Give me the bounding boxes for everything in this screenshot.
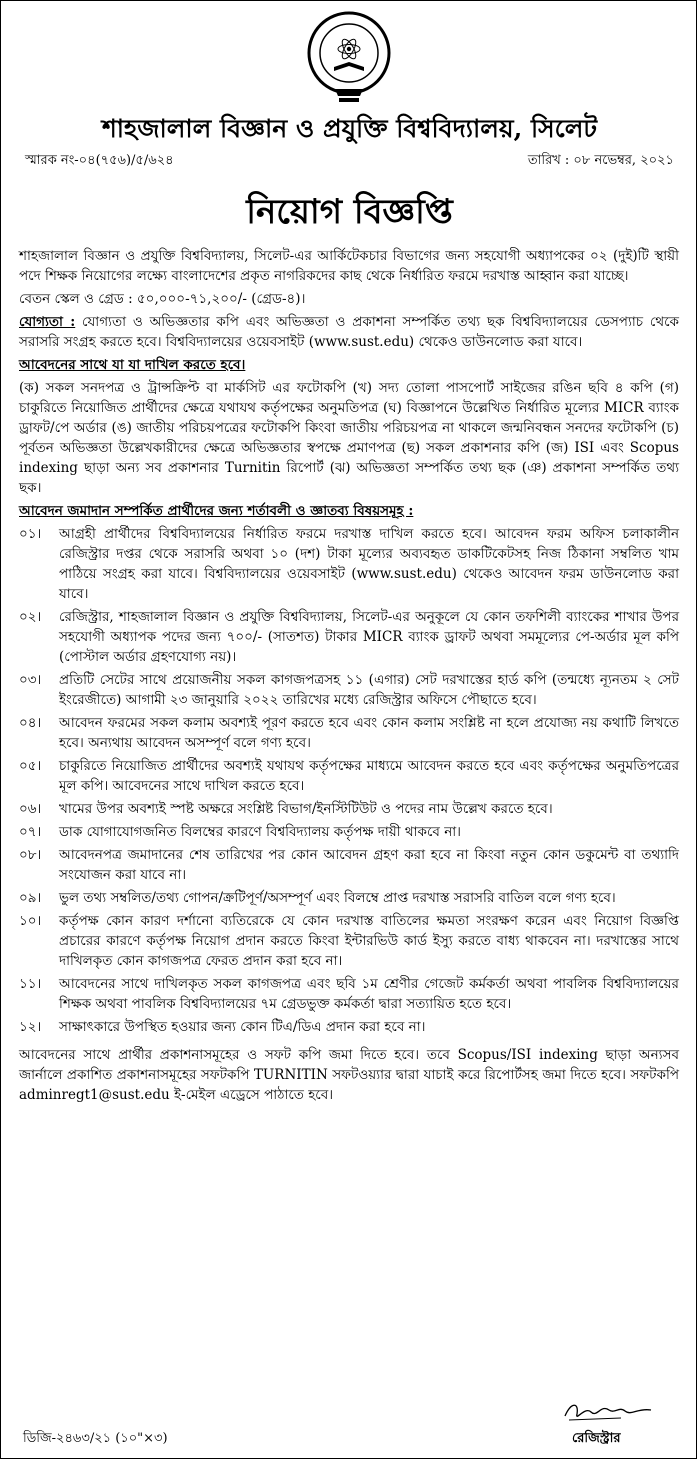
list-item: ০১। আগ্রহী প্রার্থীদের বিশ্ববিদ্যালয়ের নির্ধারিত ফরমে দরখাস্ত দাখিল করতে হবে। আবেদন ফরম অফিস চলাকালীন রেজিস্ট্রার দপ্তর থেকে সরাসরি অথবা ১০ (দশ) টাকা মূল্যের অব্যবহৃত ডাকটিকেটসহ নিজ ঠিকানা সম্বলিত খাম পাঠিয়ে সংগ্রহ করা যাবে। বিশ্ববিদ্যালয়ের ওয়েবসাইট (www.sust.edu) থেকেও আবেদন ফরম ডাউনলোড করা যাবে।	[19, 526, 679, 602]
list-item: ১১। আবেদনের সাথে দাখিলকৃত সকল কাগজপত্র এবং ছবি ১ম শ্রেণীর গেজেট কর্মকর্তা অথবা পাবলিক বিশ্ববিদ্যালয়ের শিক্ষক অথবা পাবলিক বিশ্ববিদ্যালয়ের ৭ম গ্রেডভুক্ত কর্মকর্তা দ্বারা সত্যায়িত হতে হবে।	[19, 976, 679, 1012]
university-logo-icon	[299, 9, 399, 105]
notice-title: নিয়োগ বিজ্ঞপ্তি	[246, 192, 453, 232]
university-name: শাহজালাল বিজ্ঞান ও প্রযুক্তি বিশ্ববিদ্যালয়, সিলেট	[102, 114, 597, 143]
list-item: ১০। কর্তৃপক্ষ কোন কারণ দর্শানো ব্যতিরেকে যে কোন দরখাস্ত বাতিলের ক্ষমতা সংরক্ষণ করেন এবং নিয়োগ বিজ্ঞপ্তি প্রচারের কারণে কর্তৃপক্ষ নিয়োগ প্রদান করতে কিংবা ইন্টারভিউ কার্ড ইস্যু করতে বাধ্য থাকবেন না। দরখাস্তের সাথে দাখিলকৃত কোন কাগজপত্র ফেরত প্রদান করা হবে না।	[19, 913, 679, 969]
rules-heading: আবেদন জমাদান সম্পর্কিত প্রার্থীদের জন্য শর্তাবলী ও জ্ঞাতব্য বিষয়সমূহ :	[19, 503, 414, 519]
memo-number: স্মারক নং-০৪(৭৫৬)/৫/৬২৪	[25, 153, 174, 168]
closing-paragraph: আবেদনের সাথে প্রার্থীর প্রকাশনাসমূহের ও সফট কপি জমা দিতে হবে। তবে Scopus/ISI indexing ছাড়া অন্যসব জার্নালে প্রকাশিত প্রকাশনাসমূহের সফটকপি TURNITIN সফটওয়্যার দ্বারা যাচাই করে রিপোর্টসহ জমা দিতে হবে। সফটকপি adminregt1@sust.edu ই-মেইল এড্রেসে পাঠাতে হবে।	[19, 1047, 679, 1103]
list-item: ০২। রেজিস্ট্রার, শাহজালাল বিজ্ঞান ও প্রযুক্তি বিশ্ববিদ্যালয়, সিলেট-এর অনুকূলে যে কোন তফশিলী ব্যাংকের শাখার উপর সহযোগী অধ্যাপক পদের জন্য ৭০০/- (সাতশত) টাকার MICR ব্যাংক ড্রাফট অথবা সমমূল্যের পে-অর্ডার মূল কপি (পোস্টাল অর্ডার গ্রহণযোগ্য নয়)।	[19, 609, 679, 665]
submit-heading: আবেদনের সাথে যা যা দাখিল করতে হবে।	[19, 357, 246, 373]
footer-code: ডিজি-২৪৬৩/২১ (১০"×৩)	[23, 1431, 168, 1446]
pay-scale: বেতন স্কেল ও গ্রেড : ৫০,০০০-৭১,২০০/- (গ্রেড-৪)।	[19, 291, 306, 307]
list-item: ০৪। আবেদন ফরমের সকল কলাম অবশ্যই পূরণ করতে হবে এবং কোন কলাম সংশ্লিষ্ট না হলে প্রযোজ্য নয় কথাটি লিখতে হবে। অন্যথায় আবেদন অসম্পূর্ণ বলে গণ্য হবে।	[19, 715, 679, 751]
list-item: ০৮। আবেদনপত্র জমাদানের শেষ তারিখের পর কোন আবেদন গ্রহণ করা হবে না কিংবা নতুন কোন ডকুমেন্ট বা তথ্যাদি সংযোজন করা যাবে না।	[19, 847, 679, 883]
signature-icon	[561, 1396, 656, 1426]
list-item: ০৩। প্রতিটি সেটের সাথে প্রয়োজনীয় সকল কাগজপত্রসহ ১১ (এগার) সেট দরখাস্তের হার্ড কপি (তন্মধ্যে ন্যূনতম ২ সেট ইংরেজীতে) আগামী ২৩ জানুয়ারি ২০২২ তারিখের মধ্যে রেজিস্ট্রার অফিসে পৌছাতে হবে।	[19, 672, 679, 708]
qualification-text: যোগ্যতা ও অভিজ্ঞতার কপি এবং অভিজ্ঞতা ও প্রকাশনা সম্পর্কিত তথ্য ছক বিশ্ববিদ্যালয়ের ডেসপ্যাচ থেকে সরাসরি সংগ্রহ করতে হবে। বিশ্ববিদ্যালয়ের ওয়েবসাইট (www.sust.edu) থেকেও ডাউনলোড করা যাবে।	[19, 314, 679, 350]
intro-paragraph: শাহজালাল বিজ্ঞান ও প্রযুক্তি বিশ্ববিদ্যালয়, সিলেট-এর আর্কিটেকচার বিভাগের জন্য সহযোগী অধ্যাপকের ০২ (দুই)টি স্থায়ী পদে শিক্ষক নিয়োগের লক্ষ্যে বাংলাদেশের প্রকৃত নাগরিকদের কাছ থেকে নির্ধারিত ফরমে দরখাস্ত আহ্বান করা যাচ্ছে।	[19, 248, 679, 284]
list-item: ০৭। ডাক যোগাযোগজনিত বিলম্বের কারণে বিশ্ববিদ্যালয় কর্তৃপক্ষ দায়ী থাকবে না।	[19, 824, 461, 840]
notice-date: তারিখ : ০৮ নভেম্বর, ২০২১	[527, 153, 674, 168]
qualification-label: যোগ্যতা :	[19, 314, 76, 330]
submit-list: (ক) সকল সনদপত্র ও ট্রান্সক্রিপ্ট বা মার্কসিট এর ফটোকপি (খ) সদ্য তোলা পাসপোর্ট সাইজের রঙিন ছবি ৪ কপি (গ) চাকুরিতে নিয়োজিত প্রার্থীদের ক্ষেত্রে যথাযথ কর্তৃপক্ষের অনুমতিপত্র (ঘ) বিজ্ঞাপনে উল্লেখিত নির্ধারিত মূল্যের MICR ব্যাংক ড্রাফট/পে অর্ডার (ঙ) জাতীয় পরিচয়পত্রের ফটোকপি কিংবা জাতীয় পরিচয়পত্র না থাকলে জন্মনিবন্ধন সনদের ফটোকপি (চ) পূর্বতন অভিজ্ঞতা উল্লেখকারীদের ক্ষেত্রে অভিজ্ঞতার স্বপক্ষে প্রমাণপত্র (ছ) সকল প্রকাশনার কপি (জ) ISI এবং Scopus indexing ছাড়া অন্য সব প্রকাশনার Turnitin রিপোর্ট (ঝ) অভিজ্ঞতা সম্পর্কিত তথ্য ছক (ঞ) প্রকাশনা সম্পর্কিত তথ্য ছক।	[19, 380, 679, 496]
notice-body	[19, 246, 679, 1108]
list-item: ০৯। ভুল তথ্য সম্বলিত/তথ্য গোপন/ক্রটিপূর্ণ/অসম্পূর্ণ এবং বিলম্বে প্রাপ্ত দরখাস্ত সরাসরি বাতিল বলে গণ্য হবে।	[19, 890, 616, 906]
qualification-paragraph	[19, 312, 679, 352]
list-item: ০৬। খামের উপর অবশ্যই স্পষ্ট অক্ষরে সংশ্লিষ্ট বিভাগ/ইনস্টিটিউট ও পদের নাম উল্লেখ করতে হবে।	[19, 801, 553, 817]
signatory-title: রেজিস্ট্রার	[572, 1431, 621, 1446]
rules-list	[19, 524, 679, 1037]
list-item: ০৫। চাকুরিতে নিয়োজিত প্রার্থীদের অবশ্যই যথাযথ কর্তৃপক্ষের মাধ্যমে আবেদন করতে হবে এবং কর্তৃপক্ষের অনুমতিপত্রের মূল কপি। আবেদনের সাথে দাখিল করতে হবে।	[19, 758, 679, 794]
list-item: ১২। সাক্ষাৎকারে উপস্থিত হওয়ার জন্য কোন টিএ/ডিএ প্রদান করা হবে না।	[19, 1019, 426, 1035]
